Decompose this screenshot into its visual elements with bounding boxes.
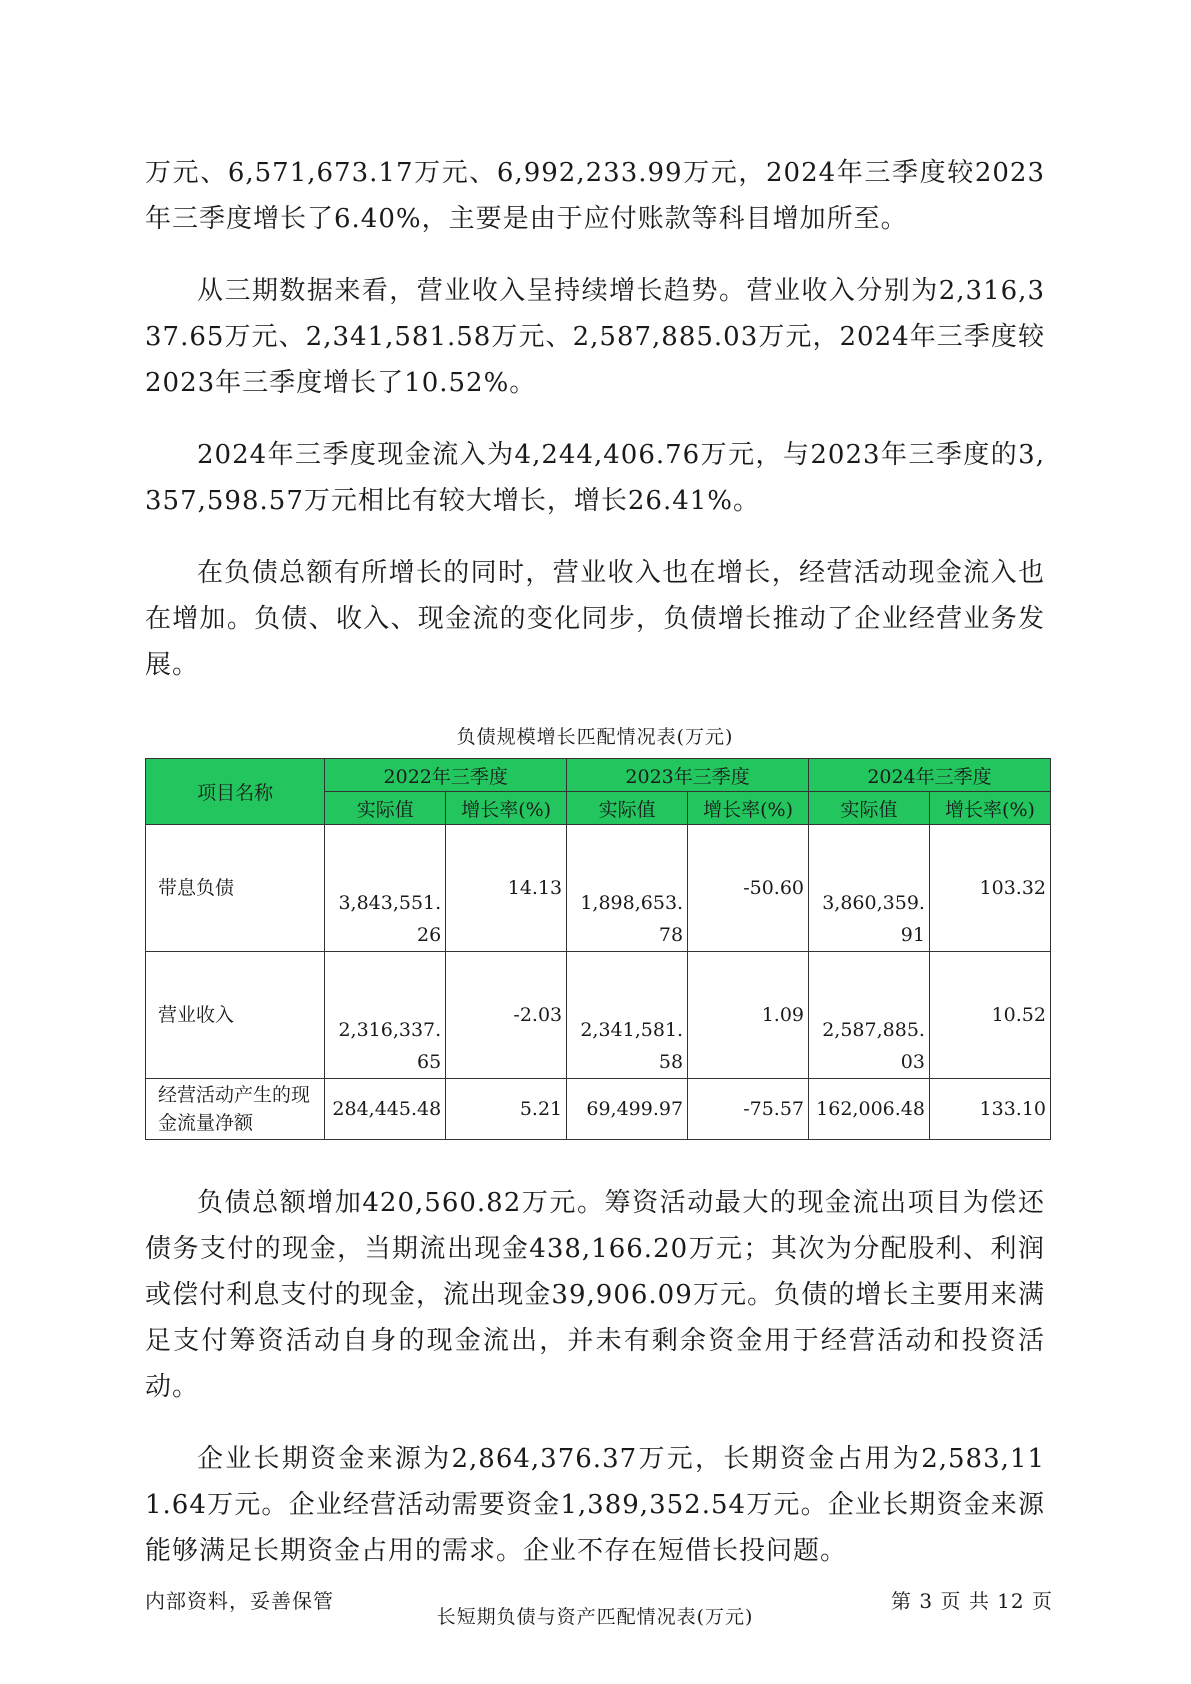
paragraph-1: 万元、6,571,673.17万元、6,992,233.99万元，2024年三季度较2023年三季度增长了6.40%，主要是由于应付账款等科目增加所至。 bbox=[145, 158, 1045, 234]
paragraph-6: 企业长期资金来源为2,864,376.37万元，长期资金占用为2,583,111.64万元。企业经营活动需要资金1,389,352.54万元。企业长期资金来源能够满足长期资金占用的需求。企业不存在短借长投问题。 bbox=[145, 1444, 1045, 1566]
header-period-2023: 2023年三季度 bbox=[567, 759, 809, 792]
header-actual: 实际值 bbox=[809, 792, 930, 825]
paragraph-3: 2024年三季度现金流入为4,244,406.76万元，与2023年三季度的3,357,598.57万元相比有较大增长，增长26.41%。 bbox=[145, 440, 1045, 516]
cell-value: 133.10 bbox=[929, 1079, 1050, 1140]
cell-value: 5.21 bbox=[446, 1079, 567, 1140]
table-row bbox=[146, 1079, 1051, 1140]
cell-value: -75.57 bbox=[688, 1079, 809, 1140]
cell-value: 69,499.97 bbox=[567, 1079, 688, 1140]
paragraph-5: 负债总额增加420,560.82万元。筹资活动最大的现金流出项目为偿还债务支付的现金，当期流出现金438,166.20万元；其次为分配股利、利润或偿付利息支付的现金，流出现金39,906.09万元。负债的增长主要用来满足支付筹资活动自身的现金流出，并未有剩余资金用于经营活动和投资活动。 bbox=[145, 1188, 1045, 1402]
cell-value: 2,316,337.65 bbox=[325, 952, 446, 1079]
debt-growth-table bbox=[145, 758, 1051, 1140]
cell-value: 3,843,551.26 bbox=[325, 825, 446, 952]
table-row bbox=[146, 952, 1051, 1079]
header-period-2022: 2022年三季度 bbox=[325, 759, 567, 792]
cell-value: 2,341,581.58 bbox=[567, 952, 688, 1079]
row-label: 带息负债 bbox=[146, 825, 325, 952]
cell-value: 1,898,653.78 bbox=[567, 825, 688, 952]
cell-value: 3,860,359.91 bbox=[809, 825, 930, 952]
header-period-2024: 2024年三季度 bbox=[809, 759, 1051, 792]
cell-value: -50.60 bbox=[688, 825, 809, 952]
header-growth: 增长率(%) bbox=[929, 792, 1050, 825]
table1-caption: 负债规模增长匹配情况表(万元) bbox=[456, 726, 734, 748]
page-content bbox=[145, 150, 1045, 1638]
table-row bbox=[146, 825, 1051, 952]
table2-caption: 长短期负债与资产匹配情况表(万元) bbox=[436, 1606, 754, 1628]
cell-value: 10.52 bbox=[929, 952, 1050, 1079]
header-growth: 增长率(%) bbox=[446, 792, 567, 825]
row-label: 经营活动产生的现金流量净额 bbox=[146, 1079, 325, 1140]
header-item-name: 项目名称 bbox=[146, 759, 325, 825]
paragraph-2: 从三期数据来看，营业收入呈持续增长趋势。营业收入分别为2,316,337.65万元、2,341,581.58万元、2,587,885.03万元，2024年三季度较2023年三季度增长了10.52%。 bbox=[145, 276, 1045, 398]
header-actual: 实际值 bbox=[567, 792, 688, 825]
footer-confidential: 内部资料，妥善保管 bbox=[145, 1589, 334, 1613]
header-growth: 增长率(%) bbox=[688, 792, 809, 825]
cell-value: 2,587,885.03 bbox=[809, 952, 930, 1079]
footer-page-number: 第 3 页 共 12 页 bbox=[891, 1589, 1053, 1613]
header-actual: 实际值 bbox=[325, 792, 446, 825]
cell-value: 14.13 bbox=[446, 825, 567, 952]
cell-value: 1.09 bbox=[688, 952, 809, 1079]
row-label: 营业收入 bbox=[146, 952, 325, 1079]
paragraph-4: 在负债总额有所增长的同时，营业收入也在增长，经营活动现金流入也在增加。负债、收入、现金流的变化同步，负债增长推动了企业经营业务发展。 bbox=[145, 558, 1045, 680]
cell-value: -2.03 bbox=[446, 952, 567, 1079]
cell-value: 284,445.48 bbox=[325, 1079, 446, 1140]
cell-value: 162,006.48 bbox=[809, 1079, 930, 1140]
cell-value: 103.32 bbox=[929, 825, 1050, 952]
